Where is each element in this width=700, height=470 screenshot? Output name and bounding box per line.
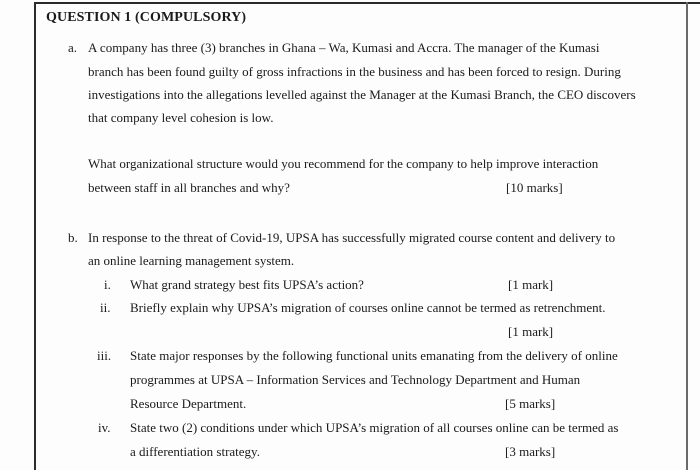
item-iii-label: iii. (97, 348, 112, 363)
part-a-line-4: that company level cohesion is low. (88, 110, 274, 125)
item-iv-line-1: State two (2) conditions under which UPSA’s migration of all courses online can be termed as (130, 420, 619, 435)
part-b-intro-line-2: an online learning management system. (88, 253, 295, 268)
part-a-line-2: branch has been found guilty of gross infractions in the business and has been forced to resign. During (88, 64, 621, 79)
part-a-question-line-1: What organizational structure would you recommend for the company to help improve interaction (88, 156, 599, 171)
item-iii-line-1: State major responses by the following functional units emanating from the delivery of online (130, 348, 618, 363)
item-iv-label: iv. (98, 420, 111, 435)
part-a-question-line-2: between staff in all branches and why? (88, 180, 290, 195)
item-ii-marks: [1 mark] (508, 324, 554, 339)
item-iii-marks: [5 marks] (505, 396, 556, 411)
part-a-marks: [10 marks] (506, 180, 563, 195)
question-heading: QUESTION 1 (COMPULSORY) (46, 10, 247, 25)
part-a-line-1: A company has three (3) branches in Ghana – Wa, Kumasi and Accra. The manager of the Kumasi (88, 40, 600, 55)
item-i-label: i. (104, 277, 111, 292)
item-i-marks: [1 mark] (508, 277, 554, 292)
item-ii-label: ii. (100, 300, 111, 315)
part-b-label: b. (68, 230, 78, 245)
item-iii-line-2: programmes at UPSA – Information Services and Technology Department and Human (130, 372, 581, 387)
item-i-line-1: What grand strategy best fits UPSA’s action? (130, 277, 364, 292)
page-border-right (686, 2, 688, 470)
part-a-label: a. (68, 40, 78, 55)
item-ii-line-1: Briefly explain why UPSA’s migration of courses online cannot be termed as retrenchment. (130, 300, 606, 315)
part-a-line-3: investigations into the allegations levelled against the Manager at the Kumasi Branch, the CEO discovers (88, 87, 636, 102)
page-border-left (34, 2, 36, 470)
item-iii-line-3: Resource Department. (130, 396, 247, 411)
item-iv-marks: [3 marks] (505, 444, 556, 459)
page-border-top (34, 2, 700, 4)
part-b-intro-line-1: In response to the threat of Covid-19, UPSA has successfully migrated course content and delivery to (88, 230, 616, 245)
item-iv-line-2: a differentiation strategy. (130, 444, 260, 459)
